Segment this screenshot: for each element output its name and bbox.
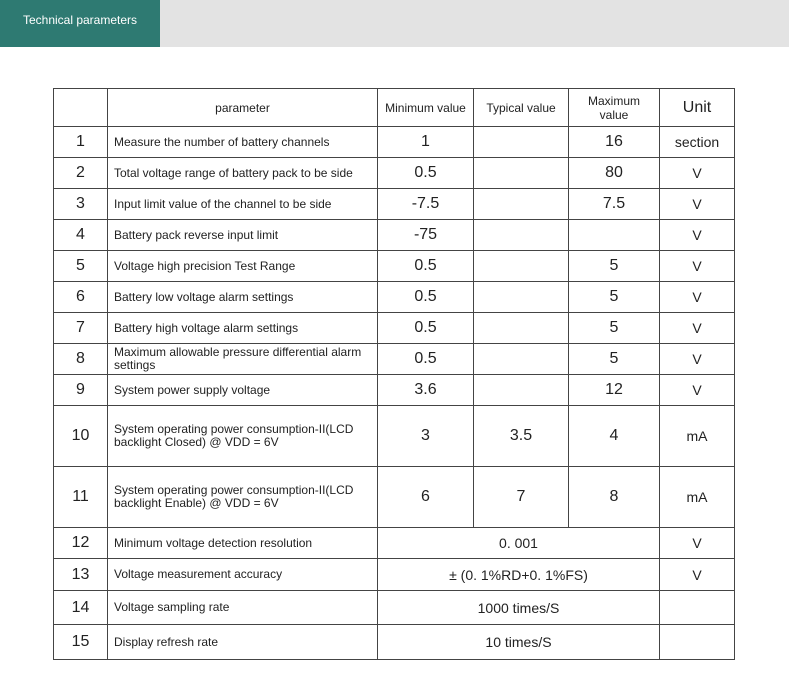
row-parameter: Voltage measurement accuracy xyxy=(108,559,378,591)
row-max-value: 5 xyxy=(569,313,660,344)
table-row xyxy=(54,467,735,528)
row-parameter: Voltage high precision Test Range xyxy=(108,251,378,282)
row-max-value: 4 xyxy=(569,406,660,467)
row-typical-value xyxy=(474,344,569,375)
table-row xyxy=(54,189,735,220)
row-min-value: -7.5 xyxy=(378,189,474,220)
table-row xyxy=(54,282,735,313)
row-typical-value xyxy=(474,158,569,189)
row-max-value xyxy=(569,220,660,251)
row-unit: V xyxy=(660,220,735,251)
row-max-value: 7.5 xyxy=(569,189,660,220)
row-number: 4 xyxy=(54,220,108,251)
row-typical-value xyxy=(474,251,569,282)
table-row xyxy=(54,313,735,344)
row-number: 3 xyxy=(54,189,108,220)
row-number: 6 xyxy=(54,282,108,313)
row-min-value: 1 xyxy=(378,127,474,158)
row-max-value: 5 xyxy=(569,344,660,375)
row-unit: mA xyxy=(660,467,735,528)
row-min-value: 0.5 xyxy=(378,282,474,313)
row-number: 10 xyxy=(54,406,108,467)
row-number: 13 xyxy=(54,559,108,591)
row-max-value: 16 xyxy=(569,127,660,158)
row-min-value: 0.5 xyxy=(378,313,474,344)
row-unit xyxy=(660,625,735,660)
row-unit: section xyxy=(660,127,735,158)
row-parameter: System power supply voltage xyxy=(108,375,378,406)
table-row xyxy=(54,375,735,406)
row-typical-value xyxy=(474,375,569,406)
table-row xyxy=(54,344,735,375)
row-typical-value xyxy=(474,189,569,220)
row-unit: V xyxy=(660,344,735,375)
row-max-value: 5 xyxy=(569,251,660,282)
row-unit: V xyxy=(660,528,735,559)
row-number: 14 xyxy=(54,591,108,625)
row-typical-value: 7 xyxy=(474,467,569,528)
row-number: 11 xyxy=(54,467,108,528)
row-min-value: 0.5 xyxy=(378,158,474,189)
row-number: 8 xyxy=(54,344,108,375)
row-unit: V xyxy=(660,313,735,344)
row-min-value: 3 xyxy=(378,406,474,467)
row-parameter: Measure the number of battery channels xyxy=(108,127,378,158)
table-row xyxy=(54,406,735,467)
top-bar xyxy=(0,0,789,47)
tab-technical-parameters[interactable]: Technical parameters xyxy=(0,0,160,47)
row-number: 15 xyxy=(54,625,108,660)
row-typical-value: 3.5 xyxy=(474,406,569,467)
row-unit: V xyxy=(660,189,735,220)
row-unit: V xyxy=(660,251,735,282)
header-parameter: parameter xyxy=(108,89,378,127)
row-parameter: Input limit value of the channel to be side xyxy=(108,189,378,220)
row-unit: V xyxy=(660,282,735,313)
header-typ: Typical value xyxy=(474,89,569,127)
row-unit: mA xyxy=(660,406,735,467)
row-merged-value: ± (0. 1%RD+0. 1%FS) xyxy=(378,559,660,591)
table-row xyxy=(54,220,735,251)
row-parameter: System operating power consumption-II(LCD backlight Enable) @ VDD = 6V xyxy=(108,467,378,528)
row-max-value: 8 xyxy=(569,467,660,528)
table-row xyxy=(54,625,735,660)
row-unit: V xyxy=(660,559,735,591)
row-number: 5 xyxy=(54,251,108,282)
table-header-row xyxy=(54,89,735,127)
table-row xyxy=(54,591,735,625)
row-parameter: Voltage sampling rate xyxy=(108,591,378,625)
row-unit: V xyxy=(660,375,735,406)
row-typical-value xyxy=(474,313,569,344)
row-unit: V xyxy=(660,158,735,189)
row-parameter: Minimum voltage detection resolution xyxy=(108,528,378,559)
header-no xyxy=(54,89,108,127)
row-typical-value xyxy=(474,282,569,313)
row-typical-value xyxy=(474,127,569,158)
row-min-value: -75 xyxy=(378,220,474,251)
table-row xyxy=(54,251,735,282)
row-parameter: Display refresh rate xyxy=(108,625,378,660)
row-unit xyxy=(660,591,735,625)
table-row xyxy=(54,559,735,591)
row-number: 12 xyxy=(54,528,108,559)
row-min-value: 0.5 xyxy=(378,251,474,282)
row-min-value: 0.5 xyxy=(378,344,474,375)
row-max-value: 80 xyxy=(569,158,660,189)
row-parameter: Battery low voltage alarm settings xyxy=(108,282,378,313)
row-parameter: Maximum allowable pressure differential alarm settings xyxy=(108,344,378,375)
parameters-table xyxy=(53,88,735,660)
row-parameter: Battery pack reverse input limit xyxy=(108,220,378,251)
row-typical-value xyxy=(474,220,569,251)
row-min-value: 3.6 xyxy=(378,375,474,406)
table-row xyxy=(54,127,735,158)
table-row xyxy=(54,158,735,189)
header-unit: Unit xyxy=(660,89,735,127)
row-max-value: 12 xyxy=(569,375,660,406)
row-merged-value: 1000 times/S xyxy=(378,591,660,625)
row-parameter: System operating power consumption-II(LCD backlight Closed) @ VDD = 6V xyxy=(108,406,378,467)
row-merged-value: 10 times/S xyxy=(378,625,660,660)
row-number: 1 xyxy=(54,127,108,158)
table-row xyxy=(54,528,735,559)
row-merged-value: 0. 001 xyxy=(378,528,660,559)
header-min: Minimum value xyxy=(378,89,474,127)
row-min-value: 6 xyxy=(378,467,474,528)
row-number: 7 xyxy=(54,313,108,344)
row-max-value: 5 xyxy=(569,282,660,313)
row-number: 2 xyxy=(54,158,108,189)
row-parameter: Battery high voltage alarm settings xyxy=(108,313,378,344)
header-max: Maximum value xyxy=(569,89,660,127)
row-number: 9 xyxy=(54,375,108,406)
row-parameter: Total voltage range of battery pack to be side xyxy=(108,158,378,189)
